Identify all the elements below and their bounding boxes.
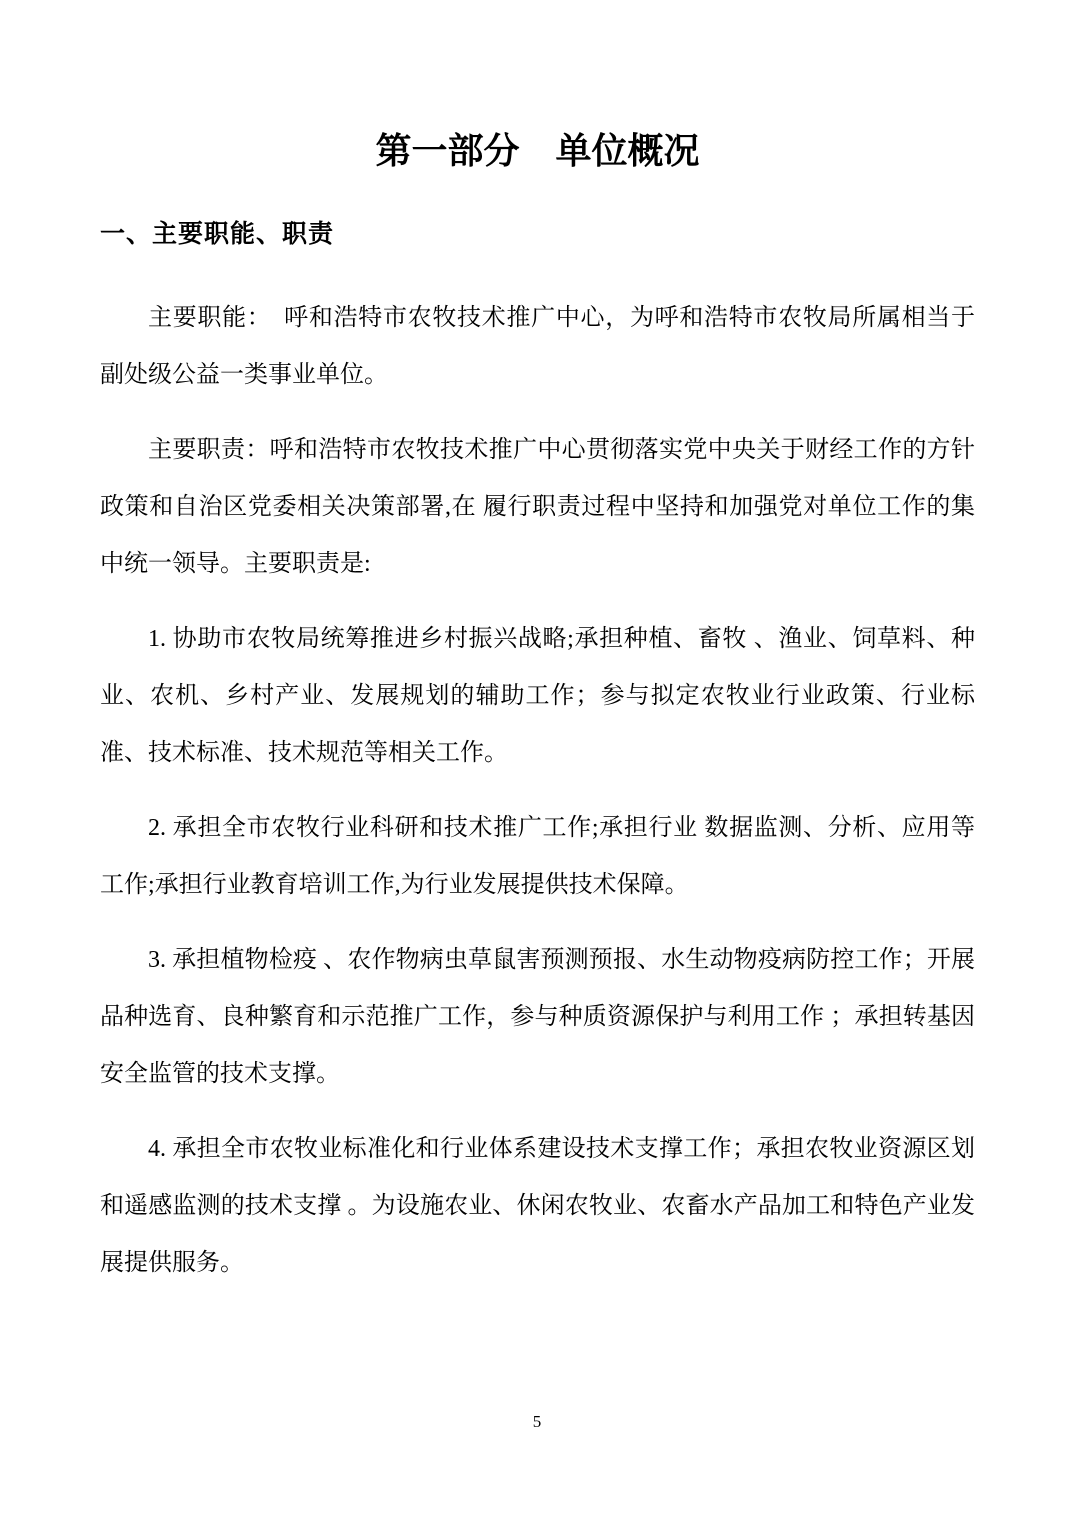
section-heading: 一、主要职能、职责 xyxy=(100,220,335,248)
paragraph-duty-item-1: 1. 协助市农牧局统筹推进乡村振兴战略;承担种植、畜牧 、渔业、饲草料、种业、农机、乡村产业、发展规划的辅助工作；参与拟定农牧业行业政策、行业标准、技术标准、技术规范等相关工作。 xyxy=(100,626,975,766)
page-number: 5 xyxy=(532,1412,542,1431)
paragraph-main-functions: 主要职能： 呼和浩特市农牧技术推广中心，为呼和浩特市农牧局所属相当于副处级公益一类事业单位。 xyxy=(100,305,975,388)
document-title: 第一部分 单位概况 xyxy=(375,131,700,171)
paragraph-main-duties-intro: 主要职责：呼和浩特市农牧技术推广中心贯彻落实党中央关于财经工作的方针政策和自治区党委相关决策部署,在 履行职责过程中坚持和加强党对单位工作的集中统一领导。主要职责是: xyxy=(100,437,975,577)
paragraph-duty-item-3: 3. 承担植物检疫 、农作物病虫草鼠害预测预报、水生动物疫病防控工作；开展品种选育、良种繁育和示范推广工作，参与种质资源保护与利用工作 ；承担转基因安全监管的技术支撑。 xyxy=(100,947,975,1087)
paragraph-duty-item-4: 4. 承担全市农牧业标准化和行业体系建设技术支撑工作；承担农牧业资源区划和遥感监测的技术支撑 。为设施农业、休闲农牧业、农畜水产品加工和特色产业发展提供服务。 xyxy=(100,1136,975,1276)
paragraph-duty-item-2: 2. 承担全市农牧行业科研和技术推广工作;承担行业 数据监测、分析、应用等工作;承担行业教育培训工作,为行业发展提供技术保障。 xyxy=(100,815,975,898)
